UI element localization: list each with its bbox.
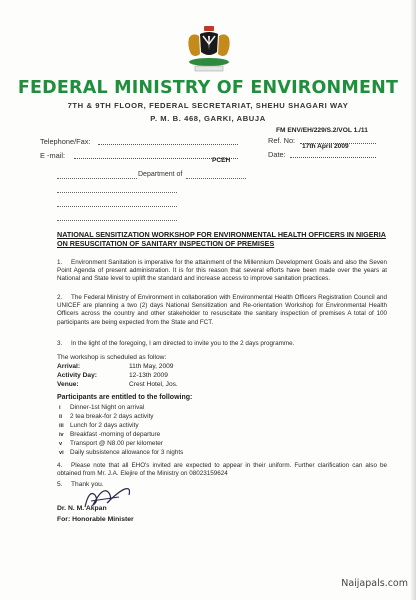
- paragraph-text: The Federal Ministry of Environment in collaboration with Environmental Health Officers Registration Council and UNICEF are planning a two (2) days National Sensitization and Re-orientation Workshop for Environmental Health Officers across the country and other stakeholder to resuscitate the sanitary inspection of premises A total of 100 participants are being expected from the State and FCT.: [57, 294, 387, 326]
- address-line-2: P. M. B. 468, GARKI, ABUJA: [150, 114, 266, 123]
- address-blank-line: [186, 178, 246, 179]
- schedule-label: Arrival:: [57, 363, 81, 370]
- signatory-title: For: Honorable Minister: [57, 516, 134, 523]
- schedule-label: Activity Day:: [57, 372, 97, 379]
- paragraph-text: Environment Sanitation is imperative for the attainment of the Millennium Development Goals and also the Seven Point Agenda of present administration. It is for this reason that several efforts have been made over the years at National and State level to uplift the standard and increase access to improve sanitation practices.: [57, 259, 387, 283]
- paragraph-text: In the light of the foregoing, I am directed to invite you to the 2 days programme.: [71, 340, 295, 347]
- schedule-row: [57, 363, 173, 370]
- paragraph-number: 4.: [57, 462, 63, 469]
- letter-subject: NATIONAL SENSITIZATION WORKSHOP FOR ENVIRONMENTAL HEALTH OFFICERS IN NIGERIA ON RESUSCITATION OF SANITARY INSPECTION OF PREMISES: [57, 230, 386, 248]
- date-label: Date:: [268, 150, 286, 159]
- reference-number: FM ENV/EH/229/S.2/VOL 1./11: [276, 127, 368, 134]
- entitlements-heading: Participants are entitled to the following:: [57, 394, 193, 401]
- paragraph-number: 1.: [57, 259, 63, 266]
- entitlement-item: [59, 404, 144, 411]
- schedule-row: [57, 372, 168, 379]
- address-blank-line: [57, 220, 177, 221]
- entitlement-number: v: [59, 441, 63, 447]
- entitlement-text: Transport @ N8.00 per kilometer: [70, 440, 163, 447]
- schedule-value: Crest Hotel, Jos.: [129, 381, 178, 388]
- paragraph: [57, 259, 387, 284]
- coat-of-arms-icon: [183, 24, 235, 74]
- thanks-text: Thank you.: [71, 481, 104, 488]
- paragraph-number: 2.: [57, 294, 63, 301]
- ref-label: Ref. No:: [268, 136, 296, 145]
- ministry-title: FEDERAL MINISTRY OF ENVIRONMENT: [17, 78, 399, 98]
- entitlement-item: [59, 422, 139, 429]
- entitlement-text: 2 tea break-for 2 days activity: [70, 413, 154, 420]
- entitlement-number: iii: [59, 423, 64, 429]
- entitlement-text: Daily subsistence allowance for 3 nights: [70, 449, 184, 456]
- telephone-label: Telephone/Fax:: [40, 137, 91, 146]
- paragraph: [57, 294, 387, 327]
- entitlement-item: [59, 440, 163, 447]
- entitlement-text: Breakfast -morning of departure: [70, 431, 161, 438]
- paragraph: [57, 340, 387, 348]
- address-blank-line: [57, 192, 177, 193]
- recipient: PCEH: [212, 157, 231, 164]
- telephone-line: [98, 144, 238, 145]
- entitlement-item: [59, 449, 183, 456]
- entitlement-item: [59, 413, 153, 420]
- entitlement-text: Lunch for 2 days activity: [70, 422, 139, 429]
- closing-paragraph: [57, 462, 387, 478]
- date-value: 17th April 2009: [302, 143, 349, 150]
- entitlement-number: i: [59, 405, 61, 411]
- entitlement-number: iv: [59, 432, 64, 438]
- schedule-row: [57, 381, 178, 388]
- watermark: Naijapals.com: [341, 578, 408, 589]
- entitlement-number: vi: [59, 450, 64, 456]
- entitlement-number: ii: [59, 414, 63, 420]
- email-label: E -mail:: [40, 151, 66, 160]
- paragraph-text: Please note that all EHO's invited are expected to appear in their uniform. Further clarification can also be obtained from Mr. J.A. Elejire of the Ministry on 08023159624: [57, 462, 387, 478]
- signatory-name: Dr. N. M. Akpan: [57, 505, 107, 512]
- schedule-intro: The workshop is scheduled as follow:: [57, 354, 167, 361]
- department-label: Department of: [138, 171, 183, 178]
- entitlement-text: Dinner-1st Night on arrival: [70, 404, 145, 411]
- address-blank-line: [57, 206, 177, 207]
- address-blank-line: [57, 178, 137, 179]
- address-line-1: 7TH & 9TH FLOOR, FEDERAL SECRETARIAT, SHEHU SHAGARI WAY: [67, 101, 349, 110]
- schedule-value: 12-13th 2009: [129, 372, 168, 379]
- schedule-label: Venue:: [57, 381, 79, 388]
- paragraph-number: 3.: [57, 340, 63, 347]
- entitlement-item: [59, 431, 160, 438]
- date-line: [290, 157, 376, 158]
- paragraph-number: 5.: [57, 481, 63, 488]
- schedule-value: 11th May, 2009: [129, 363, 174, 370]
